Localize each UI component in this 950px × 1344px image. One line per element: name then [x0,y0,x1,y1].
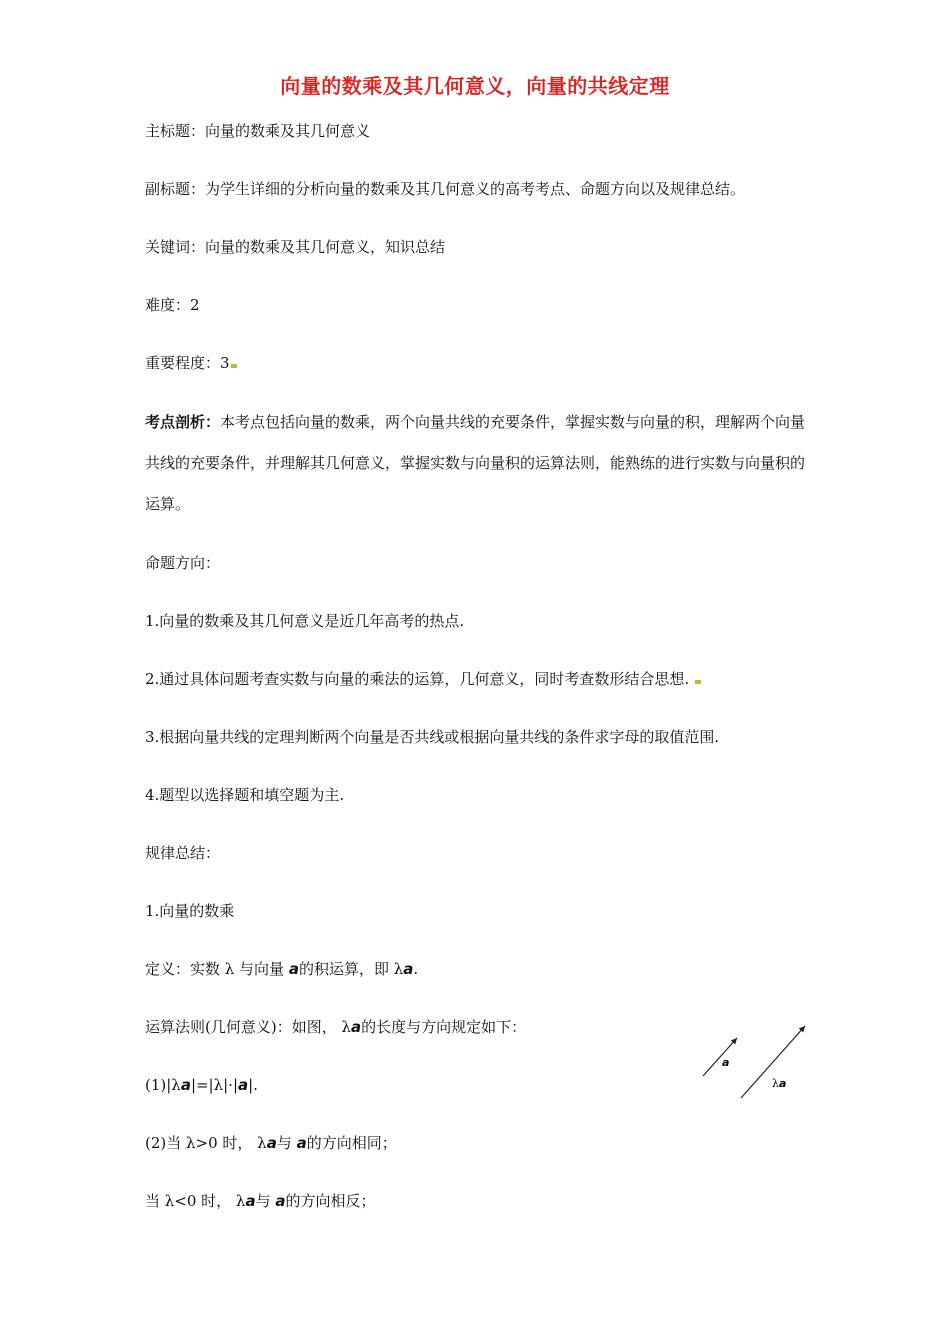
vector-a-arrow [703,1038,737,1076]
document-title: 向量的数乘及其几何意义，向量的共线定理 [280,74,670,98]
rule-prefix: 运算法则(几何意义)：如图， λ [145,1018,351,1036]
rule-suffix: 的长度与方向规定如下： [361,1018,527,1036]
formula-text: 与 [276,1134,297,1152]
keywords-line: 关键词：向量的数乘及其几何意义，知识总结 [145,238,446,256]
vector-a: a [266,1134,277,1152]
direction-item-1: 1.向量的数乘及其几何意义是近几年高考的热点. [145,612,465,630]
direction-item-4: 4.题型以选择题和填空题为主. [145,786,345,804]
vector-a: a [296,1134,307,1152]
formula-text: 的方向相同； [306,1134,397,1152]
vector-a-label: a [722,1056,730,1069]
formula-text: 的方向相反； [285,1192,376,1210]
definition-line [145,959,418,979]
importance-line [145,353,238,373]
vector-a: a [350,1018,362,1036]
vector-lambda-label: λa [772,1077,787,1090]
formula-3 [145,1191,375,1211]
vector-a: a [403,960,414,978]
vector-a: a [288,960,299,978]
vector-a: a [180,1076,191,1094]
vector-a: a [275,1192,286,1210]
formula-text: (1)|λ [145,1076,181,1094]
vector-a: a [245,1192,256,1210]
formula-1 [145,1075,258,1095]
highlight-mark [231,364,237,368]
formula-text: |. [248,1076,258,1094]
direction-heading: 命题方向： [145,554,221,572]
section-1-heading: 1.向量的数乘 [145,902,235,920]
formula-2 [145,1133,397,1153]
direction-item-3: 3.根据向量共线的定理判断两个向量是否共线或根据向量共线的条件求字母的取值范围. [145,728,720,746]
analysis-label: 考点剖析： [145,413,221,431]
difficulty-line: 难度：2 [145,296,200,314]
definition-middle: 的积运算，即 λ [298,960,404,978]
formula-text: (2)当 λ>0 时， λ [145,1134,267,1152]
vector-a: a [238,1076,249,1094]
direction-item-2-text: 2.通过具体问题考查实数与向量的乘法的运算，几何意义，同时考查数形结合思想. [145,670,690,688]
formula-text: 与 [255,1192,276,1210]
highlight-mark [695,680,701,684]
formula-text: 当 λ<0 时， λ [145,1192,246,1210]
direction-item-2 [145,669,702,689]
main-title-line: 主标题：向量的数乘及其几何意义 [145,122,371,140]
summary-heading: 规律总结： [145,844,221,862]
rule-line [145,1017,526,1037]
definition-suffix: . [413,960,419,978]
importance-text: 重要程度：3 [145,354,230,372]
analysis-text: 本考点包括向量的数乘，两个向量共线的充要条件，掌握实数与向量的积，理解两个向量共线的充要条件，并理解其几何意义，掌握实数与向量积的运算法则，能熟练的进行实数与向量积的运算。 [145,413,806,513]
formula-text: |=|λ|·| [190,1076,238,1094]
subtitle-line: 副标题：为学生详细的分析向量的数乘及其几何意义的高考考点、命题方向以及规律总结。 [145,180,746,198]
vector-figure [695,1018,815,1103]
analysis-paragraph [145,402,810,525]
definition-prefix: 定义：实数 λ 与向量 [145,960,289,978]
